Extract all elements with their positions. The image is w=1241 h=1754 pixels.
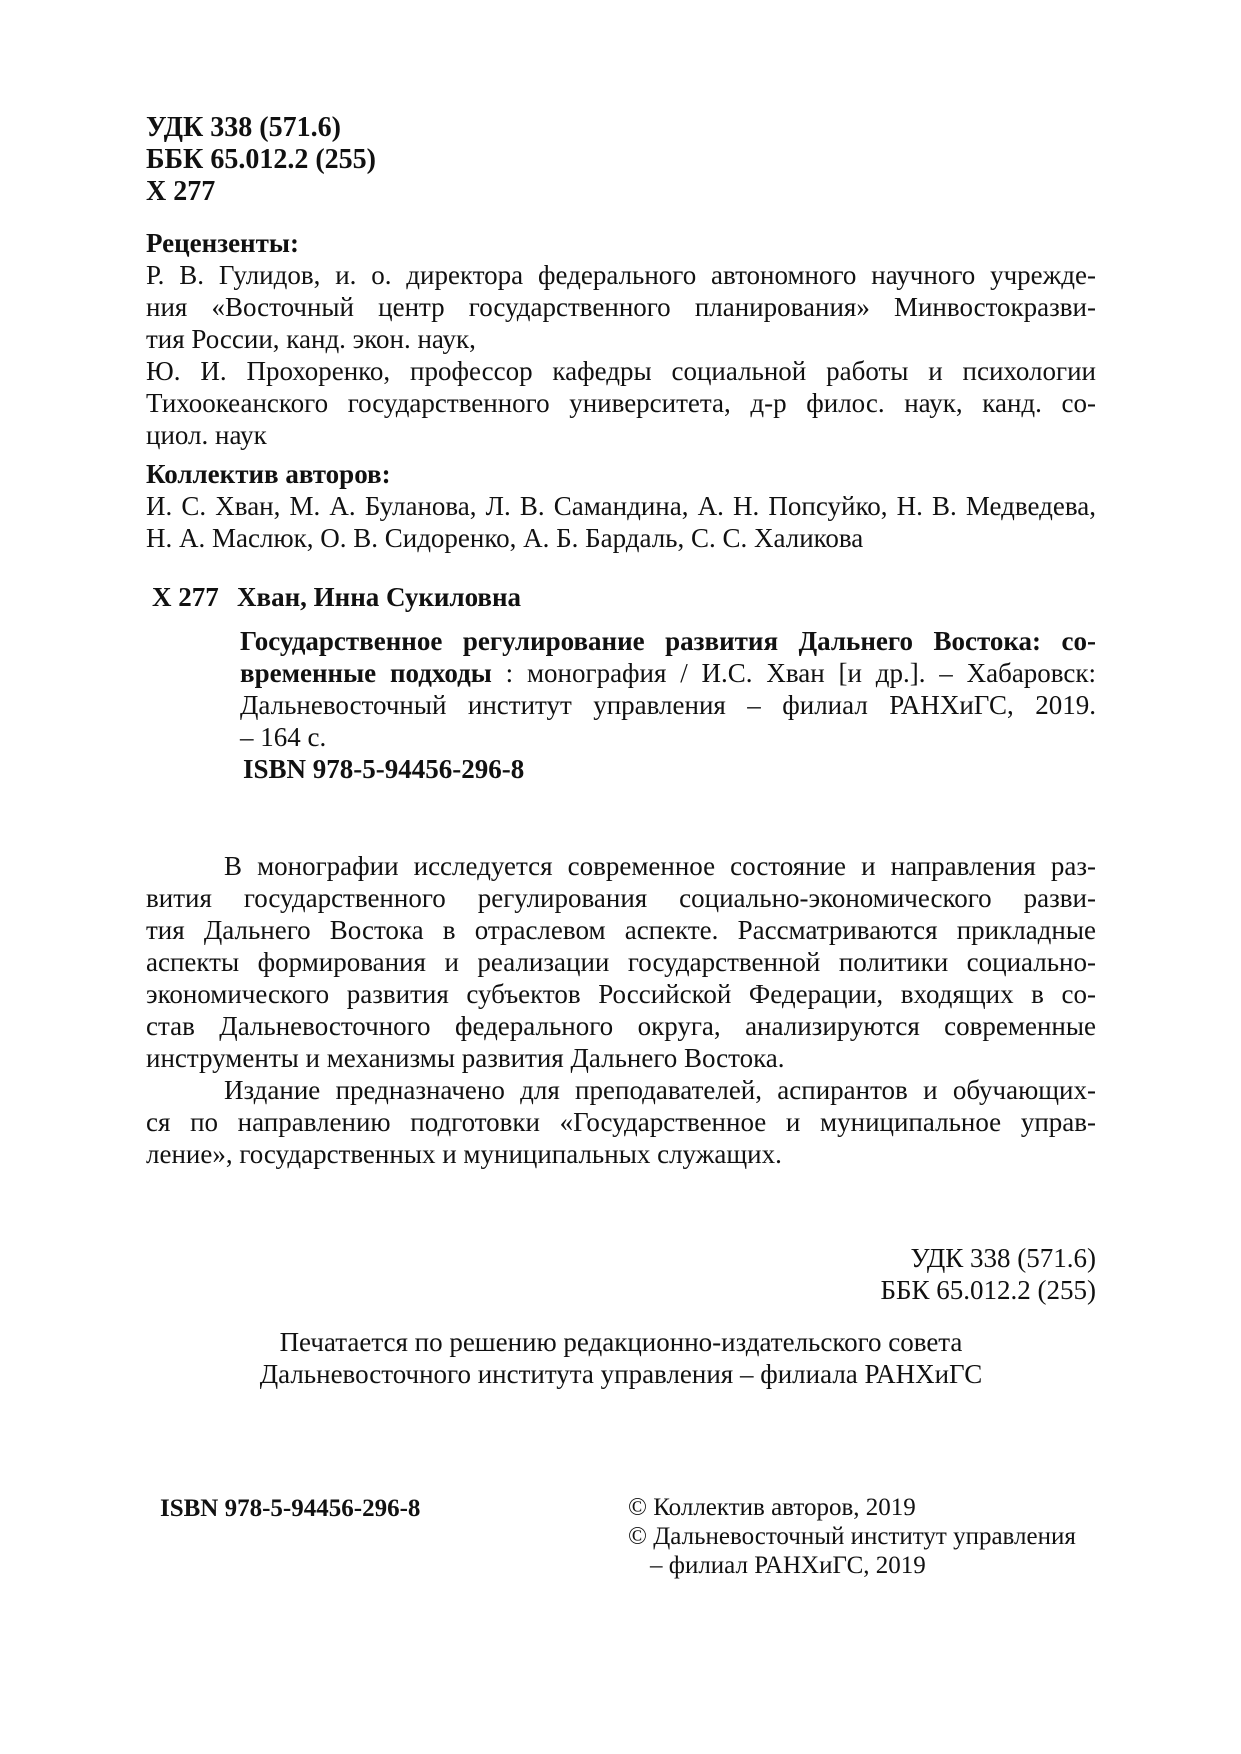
reviewers-line: ния «Восточный центр государственного планирования» Минвостокразви- <box>146 292 1096 322</box>
classification-block <box>146 112 376 208</box>
catalog-publisher: Дальневосточный институт управления – филиал РАНХиГС, 2019. <box>240 690 1096 720</box>
reviewers-line: циол. наук <box>146 420 267 450</box>
bbk-code-right: ББК 65.012.2 (255) <box>880 1275 1096 1305</box>
reviewers-line: тия России, канд. экон. наук, <box>146 324 476 354</box>
publication-note-line: Печатается по решению редакционно-издательского совета <box>279 1327 963 1357</box>
catalog-main-author: Хван, Инна Сукиловна <box>237 582 522 612</box>
footer-copyright <box>628 1493 1076 1580</box>
publication-note-line: Дальневосточного института управления – филиала РАНХиГС <box>259 1359 983 1389</box>
catalog-description <box>240 625 1096 785</box>
abstract-line: тия Дальнего Востока в отраслевом аспекте. Рассматриваются прикладные <box>146 915 1096 945</box>
authors-section <box>146 458 1096 554</box>
catalog-pages: – 164 с. <box>240 722 327 752</box>
abstract-line: Издание предназначено для преподавателей, аспирантов и обучающих- <box>224 1075 1096 1105</box>
abstract-line: экономического развития субъектов Российской Федерации, входящих в со- <box>146 979 1096 1009</box>
abstract-line: аспекты формирования и реализации государственной политики социально- <box>146 947 1096 977</box>
copyright-line: © Коллектив авторов, 2019 <box>628 1494 916 1521</box>
reviewers-line: Тихоокеанского государственного университета, д-р филос. наук, канд. со- <box>146 388 1096 418</box>
authors-line: И. С. Хван, М. А. Буланова, Л. В. Самандина, А. Н. Попсуйко, Н. В. Медведева, <box>146 491 1096 521</box>
bbk-code: ББК 65.012.2 (255) <box>146 144 376 175</box>
abstract-line: ление», государственных и муниципальных служащих. <box>146 1139 782 1169</box>
abstract-line: вития государственного регулирования социально-экономического разви- <box>146 883 1096 913</box>
catalog-title: Государственное регулирование развития Дальнего Востока: со- <box>240 626 1096 656</box>
reviewers-line: Р. В. Гулидов, и. о. директора федерального автономного научного учрежде- <box>146 260 1096 290</box>
reviewers-heading: Рецензенты: <box>146 228 299 258</box>
copyright-line: – филиал РАНХиГС, 2019 <box>650 1552 926 1579</box>
abstract-line: ся по направлению подготовки «Государственное и муниципальное управ- <box>146 1107 1096 1137</box>
author-sign: Х 277 <box>146 176 216 207</box>
catalog-title-cont: временные подходы <box>240 658 492 688</box>
catalog-line <box>240 657 1096 689</box>
abstract-line: В монографии исследуется современное состояние и направления раз- <box>224 851 1096 881</box>
catalog-type-city: : монография / И.С. Хван [и др.]. – Хабаровск: <box>491 658 1096 688</box>
abstract-line: инструменты и механизмы развития Дальнего Востока. <box>146 1043 785 1073</box>
udk-code: УДК 338 (571.6) <box>146 112 341 143</box>
copyright-line: © Дальневосточный институт управления <box>628 1523 1076 1550</box>
classification-right <box>700 1242 1096 1306</box>
catalog-sign: Х 277 <box>152 582 219 612</box>
reviewers-line: Ю. И. Прохоренко, профессор кафедры социальной работы и психологии <box>146 356 1096 386</box>
abstract-line: став Дальневосточного федерального округа, анализируются современные <box>146 1011 1096 1041</box>
authors-line: Н. А. Маслюк, О. В. Сидоренко, А. Б. Бардаль, С. С. Халикова <box>146 523 864 553</box>
publication-note <box>146 1326 1096 1390</box>
catalog-isbn: ISBN 978-5-94456-296-8 <box>243 754 525 784</box>
footer-isbn: ISBN 978-5-94456-296-8 <box>160 1495 421 1522</box>
reviewers-section <box>146 227 1096 451</box>
abstract-section <box>146 850 1096 1170</box>
udk-code-right: УДК 338 (571.6) <box>910 1243 1096 1273</box>
authors-heading: Коллектив авторов: <box>146 459 391 489</box>
